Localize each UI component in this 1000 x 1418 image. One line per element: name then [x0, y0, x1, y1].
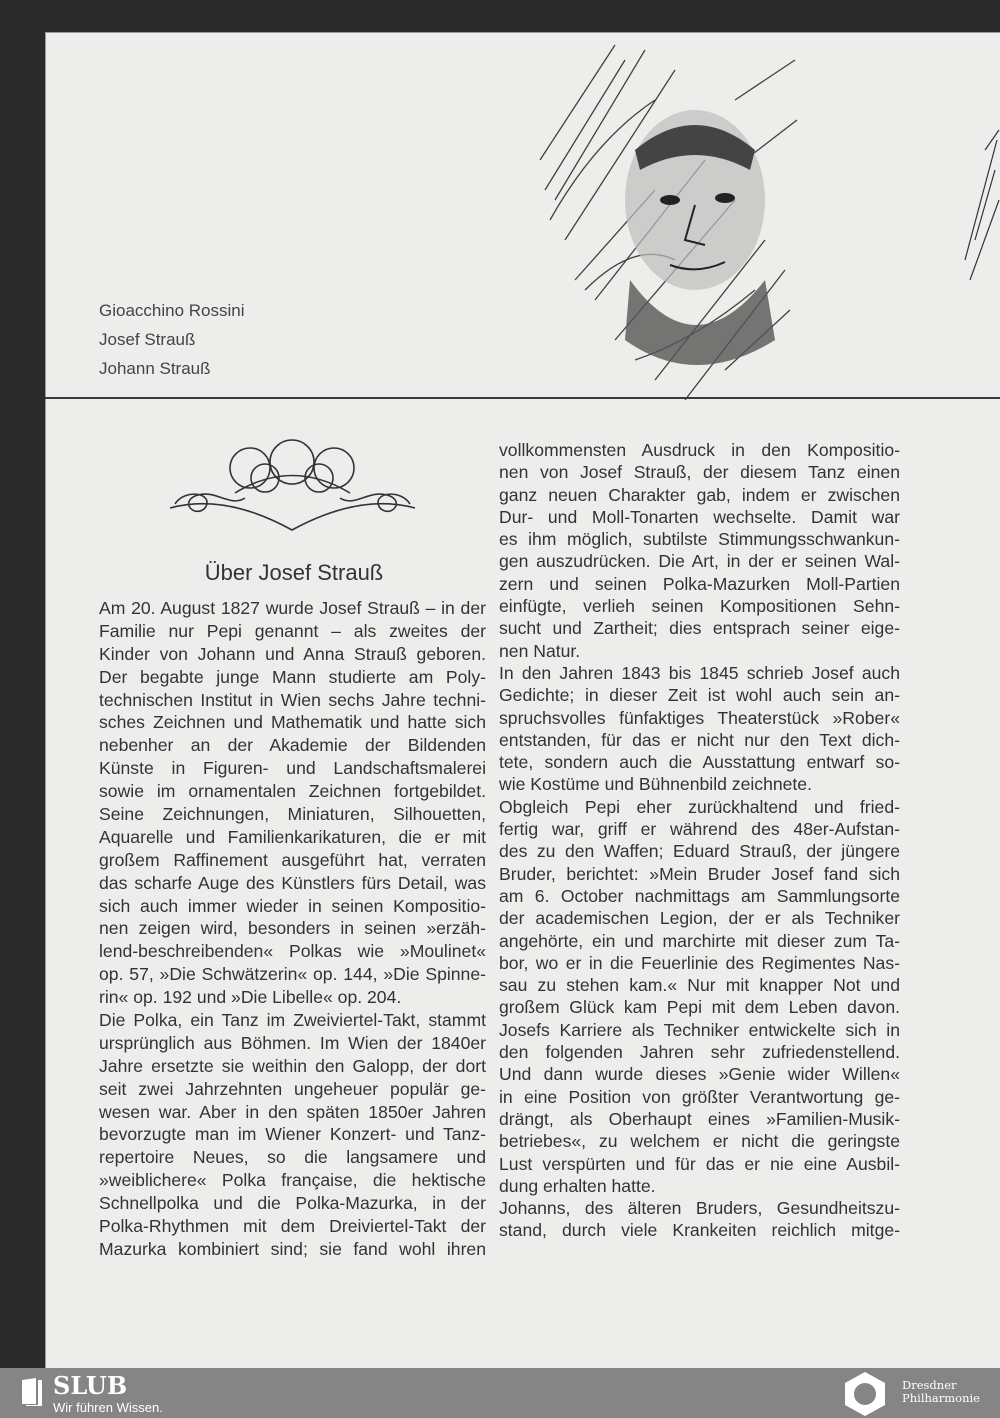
adjacent-page-sketch — [935, 40, 1000, 400]
text-line: drängt, als Oberhaupt eines »Familien-Musik- — [499, 1108, 900, 1129]
slub-book-icon — [20, 1376, 44, 1406]
text-line: ganz neuen Charakter gab, indem er zwischen — [499, 484, 900, 505]
horizontal-divider — [45, 397, 1000, 399]
text-line: Mazurka kombiniert sind; sie fand wohl ihren — [99, 1238, 486, 1259]
composer-name: Josef Strauß — [99, 330, 196, 349]
text-line: einfügte, verlieh seinen Kompositionen Sehn- — [499, 596, 900, 617]
text-line: Jahre ersetzte sie weithin den Galopp, der dort — [99, 1055, 486, 1076]
decorative-ornament — [165, 438, 420, 538]
text-line: op. 57, »Die Schwätzerin« op. 144, »Die Spinne- — [99, 964, 486, 985]
text-line: nebenher an der Akademie der Bildenden — [99, 735, 486, 756]
text-line: seit zwei Jahrzehnten ungeheuer populär ge- — [99, 1078, 486, 1099]
composer-names — [99, 296, 245, 383]
footer-bar — [0, 1368, 1000, 1418]
text-line: in eine Position von größter Verantwortung ge- — [499, 1086, 900, 1107]
article-title: Über Josef Strauß — [204, 560, 384, 585]
text-line: technischen Institut in Wien sechs Jahre techni- — [99, 689, 486, 710]
text-line: rin« op. 192 und »Die Libelle« op. 204. — [99, 987, 402, 1008]
text-line: der academischen Legion, der er als Techniker — [499, 908, 900, 929]
text-line: Dur- und Moll-Tonarten wechselte. Damit war — [499, 506, 900, 527]
text-line: Die Polka, ein Tanz im Zweiviertel-Takt, stammt — [99, 1010, 486, 1031]
text-line: Aquarelle und Familienkarikaturen, die er mit — [99, 826, 486, 847]
partner-name-line: Dresdner — [902, 1378, 957, 1392]
text-line: sches Zeichnen und Mathematik und hatte sich — [99, 712, 486, 733]
text-line: wesen war. Aber in den späten 1850er Jahren — [99, 1101, 486, 1122]
text-line: Gedichte; in dieser Zeit ist wohl auch sein an- — [499, 685, 900, 706]
text-line: bor, wo er in die Feuerlinie des Regimentes Nas- — [499, 952, 900, 973]
right-text-column — [499, 439, 900, 1242]
text-line: wie Kostüme und Bühnenbild zeichnete. — [499, 774, 812, 795]
text-line: lend-beschreibenden« Polkas wie »Moulinet« — [99, 941, 486, 962]
text-line: Obgleich Pepi eher zurückhaltend und fried- — [499, 796, 900, 817]
left-text-column — [99, 597, 486, 1261]
text-line: bevorzugte man im Wiener Konzert- und Tanz- — [99, 1124, 486, 1145]
slub-tagline: Wir führen Wissen. — [53, 1400, 163, 1415]
text-line: Und dann wurde dieses »Genie wider Willen« — [499, 1064, 900, 1085]
rossini-portrait-sketch — [535, 40, 800, 410]
text-line: Künste in Figuren- und Landschaftsmalerei — [99, 758, 486, 779]
text-line: betriebes«, zu welchem er nicht die geringste — [499, 1131, 900, 1152]
text-line: Josefs Karriere als Techniker entwickelte sich in — [499, 1019, 900, 1040]
text-line: gen auszudrücken. Die Art, in der er seinen Wal- — [499, 551, 900, 572]
text-line: Bruder, berichtet: »Mein Bruder Josef fand sich — [499, 863, 900, 884]
composer-name: Gioacchino Rossini — [99, 301, 245, 320]
text-line: Seine Zeichnungen, Miniaturen, Silhouetten, — [99, 804, 486, 825]
text-line: nen von Josef Strauß, der diesem Tanz einen — [499, 462, 900, 483]
text-line: Polka-Rhythmen mit dem Dreiviertel-Takt der — [99, 1216, 486, 1237]
text-line: stand, durch viele Krankeiten reichlich mitge- — [499, 1220, 900, 1241]
text-line: am 6. October nachmittags am Sammlungsorte — [499, 885, 900, 906]
text-line: Der begabte junge Mann studierte am Poly- — [99, 666, 486, 687]
text-line: sich auch immer wieder in seinen Kompositio- — [99, 895, 486, 916]
text-line: vollkommensten Ausdruck in den Kompositio- — [499, 440, 900, 460]
text-line: spruchsvolles fünfaktiges Theaterstück »Rober« — [499, 707, 900, 728]
partner-name-line: Philharmonie — [902, 1391, 980, 1405]
text-line: tete, sondern auch die Ausstattung entwarf so- — [499, 752, 900, 773]
text-line: sowie im ornamentalen Zeichnen fortgebildet. — [99, 781, 486, 802]
text-line: ursprünglich aus Böhmen. Im Wien der 1840er — [99, 1032, 486, 1053]
partner-name — [902, 1379, 980, 1405]
text-line: »weiblichere« Polka française, die hektische — [99, 1170, 486, 1191]
text-line: entstanden, für das er nicht nur den Text dich- — [499, 729, 900, 750]
text-line: Familie nur Pepi genannt – als zweites der — [99, 620, 486, 641]
text-line: repertoire Neues, so die langsamere und — [99, 1147, 486, 1168]
text-line: In den Jahren 1843 bis 1845 schrieb Josef auch — [499, 662, 900, 683]
text-line: dung erhalten hatte. — [499, 1175, 656, 1196]
text-line: großem Raffinement ausgeführt hat, verraten — [99, 849, 486, 870]
text-line: großem Glück kam Pepi mit dem Leben davon. — [499, 997, 900, 1018]
text-line: Johanns, des älteren Bruders, Gesundheitszu- — [499, 1198, 900, 1219]
text-line: Am 20. August 1827 wurde Josef Strauß – in der — [99, 598, 486, 618]
text-line: Lust verspürten und für das er nie eine Ausbil- — [499, 1153, 900, 1174]
text-line: des zu den Waffen; Eduard Strauß, der jüngere — [499, 841, 900, 862]
text-line: angehörte, ein und marchirte mit dieser zum Ta- — [499, 930, 900, 951]
text-line: es ihm möglich, subtilste Stimmungsschwankun- — [499, 529, 900, 550]
text-line: sucht und Zartheit; dies entsprach seiner eige- — [499, 618, 900, 639]
text-line: nen Natur. — [499, 640, 581, 661]
text-line: zern und seinen Polka-Mazurken Moll-Partien — [499, 573, 900, 594]
text-line: Schnellpolka und die Polka-Mazurka, in der — [99, 1193, 486, 1214]
text-line: Kinder von Johann und Anna Strauß geboren. — [99, 643, 486, 664]
text-line: sau zu stehen kam.« Nur mit knapper Not und — [499, 975, 900, 996]
slub-logo-text: SLUB — [53, 1371, 128, 1400]
dresdner-philharmonie-logo-icon — [842, 1371, 888, 1417]
text-line: fertig war, griff er während des 48er-Aufstan- — [499, 819, 900, 840]
text-line: das scharfe Auge des Künstlers fürs Detail, was — [99, 872, 486, 893]
text-line: nen zeigen wird, besonders in seinen »erzäh- — [99, 918, 486, 939]
text-line: den folgenden Jahren sehr zufriedenstellend. — [499, 1042, 900, 1063]
composer-name: Johann Strauß — [99, 359, 211, 378]
